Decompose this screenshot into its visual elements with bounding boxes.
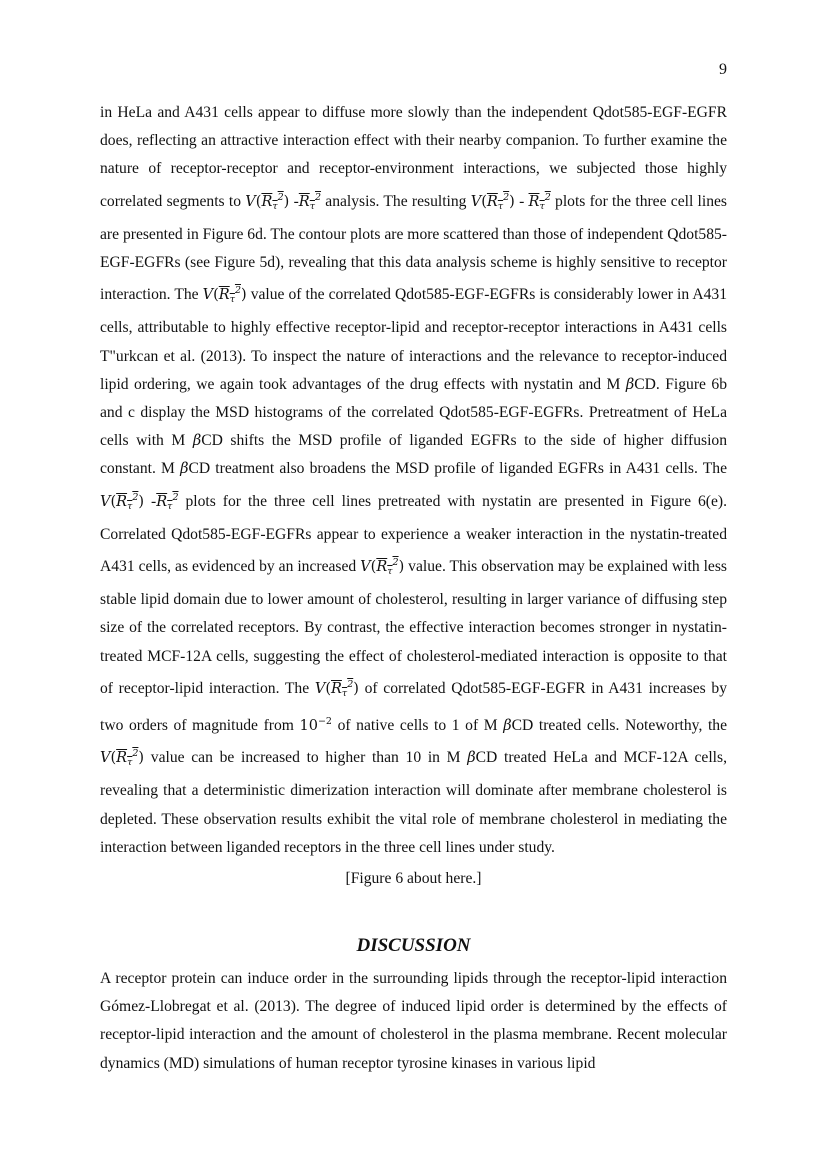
variance-r-tau-squared: $V(R_\tau^2)$ [360, 557, 405, 578]
beta-symbol: β [467, 750, 476, 767]
discussion-paragraph: A receptor protein can induce order in the surrounding lipids through the receptor-lipid interaction Gómez-Llobregat et al. (2013). The degree of induced lipid order is determined by the effects of receptor-lipid interaction and the amount of cholesterol in the plasma membrane. Recent molecular dynamics (MD) simulations of human receptor tyrosine kinases in various lipid [100, 970, 727, 1072]
variance-r-tau-squared: $V(R_\tau^2)$ [100, 491, 145, 512]
variance-r-tau-squared: $V(R_\tau^2)$ [314, 678, 359, 699]
results-paragraph: in HeLa and A431 cells appear to diffuse more slowly than the independent Qdot585-EGF-EGFR does, reflecting an attractive interaction effect with their nearby companion. To further examine the nature of receptor-receptor and receptor-environment interactions, we subjected those highly correlated segments to $V(R_\tau^2)$ $-R_\tau^2$ analysis. The resulting $V(R_\tau^2) - R_\tau^2$ plots for the three cell lines are presented in Figure 6d. The contour plots are more scattered than those of independent Qdot585-EGF-EGFRs (see Figure 5d), revealing that this data analysis scheme is highly sensitive to receptor interaction. The $V(R_\tau^2)$ value of the correlated Qdot585-EGF-EGFRs is considerably lower in A431 cells, attributable to highly effective receptor-lipid and receptor-receptor interactions in A431 cells T"urkcan et al. (2013). To inspect the nature of interactions and the relevance to receptor-induced lipid ordering, we again took advantages of the drug effects with nystatin and M βCD. Figure 6b and c display the MSD histograms of the correlated Qdot585-EGF-EGFRs. Pretreatment of HeLa cells with M βCD shifts the MSD profile of liganded EGFRs to the side of higher diffusion constant. M βCD treatment also broadens the MSD profile of liganded EGFRs in A431 cells. The $V(R_\tau^2)$ $-R_\tau^2$ plots for the three cell lines pretreated with nystatin are presented in Figure 6(e). Correlated Qdot585-EGF-EGFRs appear to experience a weaker interaction in the nystatin-treated A431 cells, as evidenced by an increased $V(R_\tau^2)$ value. This observation may be explained with less stable lipid domain due to lower amount of cholesterol, resulting in larger variance of diffusing step size of the correlated receptors. By contrast, the effective interaction becomes stronger in nystatin-treated MCF-12A cells, suggesting the effect of cholesterol-mediated interaction is opposite to that of receptor-lipid interaction. The $V(R_\tau^2)$ of correlated Qdot585-EGF-EGFR in A431 increases by two orders of magnitude from $10^{-2}$ of native cells to 1 of M βCD treated cells. Noteworthy, the $V(R_\tau^2)$ value can be increased to higher than 10 in M βCD treated HeLa and MCF-12A cells, revealing that a deterministic dimerization interaction will dominate after membrane cholesterol is depleted. These observation results exhibit the vital role of membrane cholesterol in mediating the interaction between liganded receptors in the three cell lines under study. [100, 104, 728, 856]
text-run: plots for the three cell lines pretreated with nystatin are presented in Figure 6(e). Correlated Qdot585-EGF-EGFRs appear to experience a weaker interaction in the nystatin-treated A431 cells, as evidenced by an increased [100, 492, 727, 576]
mean-r-tau-squared: $R_\tau^2$ [156, 491, 179, 512]
text-run: value of the correlated Qdot585-EGF-EGFRs is considerably lower in A431 cells, attributable to highly effective receptor-lipid and receptor-receptor interactions in A431 cells T"urkcan et al. (2013). To inspect the nature of interactions and the relevance to receptor-induced lipid ordering, we again took advantages of the drug effects with nystatin and M [100, 286, 727, 393]
mean-r-tau-squared: $R_\tau^2$ [528, 191, 551, 212]
ten-to-minus-two: $10^{-2}$ [299, 716, 332, 735]
variance-r-tau-squared: $V(R_\tau^2)$ [202, 285, 247, 306]
text-run: CD treated cells. Noteworthy, the [511, 717, 728, 735]
text-run: CD treatment also broadens the MSD profile of liganded EGFRs in A431 cells. The [188, 460, 727, 478]
beta-symbol: β [625, 376, 635, 393]
text-run: of native cells to 1 of M [331, 717, 504, 735]
text-run: value can be increased to higher than 10 in M [144, 749, 468, 767]
beta-symbol: β [180, 461, 189, 478]
text-run: value. This observation may be explained with less stable lipid domain due to lower amount of cholesterol, resulting in larger variance of diffusing step size of the correlated receptors. By contrast, the effective interaction becomes stronger in nystatin-treated MCF-12A cells, suggesting the effect of cholesterol-mediated interaction is opposite to that of receptor-lipid interaction. The [100, 558, 727, 697]
text-run: of correlated Qdot585-EGF-EGFR in A431 increases by two orders of magnitude from [100, 679, 727, 735]
page-number: 9 [719, 61, 727, 78]
text-run: CD treated HeLa and MCF-12A cells, revealing that a deterministic dimerization interaction will dominate after membrane cholesterol is depleted. These observation results exhibit the vital role of membrane cholesterol in mediating the interaction between liganded receptors in the three cell lines under study. [100, 749, 727, 856]
variance-r-tau-squared: $V(R_\tau^2)$ [245, 191, 290, 212]
beta-symbol: β [192, 433, 202, 450]
variance-r-tau-squared: $V(R_\tau^2)$ [470, 191, 515, 212]
beta-symbol: β [503, 718, 512, 735]
text-run: plots for the three cell lines are presented in Figure 6d. The contour plots are more scattered than those of independent Qdot585-EGF-EGFRs (see Figure 5d), revealing that this data analysis scheme is highly sensitive to receptor interaction. The [100, 192, 728, 304]
mean-r-tau-squared: $R_\tau^2$ [298, 191, 322, 212]
text-run: analysis. The resulting [321, 192, 471, 210]
section-heading-discussion: DISCUSSION [356, 935, 471, 956]
variance-r-tau-squared: $V(R_\tau^2)$ [100, 748, 145, 769]
figure-placeholder-note: [Figure 6 about here.] [345, 870, 482, 887]
text-run: in HeLa and A431 cells appear to diffuse more slowly than the independent Qdot585-EGF-EGFR does, reflecting an attractive interaction effect with their nearby companion. To further examine the nature of receptor-receptor and receptor-environment interactions, we subjected those highly correlated segments to [100, 104, 727, 210]
text-run: CD shifts the MSD profile of liganded EGFRs to the side of higher diffusion constant. M [100, 432, 727, 478]
text-run: CD. Figure 6b and c display the MSD histograms of the correlated Qdot585-EGF-EGFRs. Pretreatment of HeLa cells with M [100, 375, 728, 450]
